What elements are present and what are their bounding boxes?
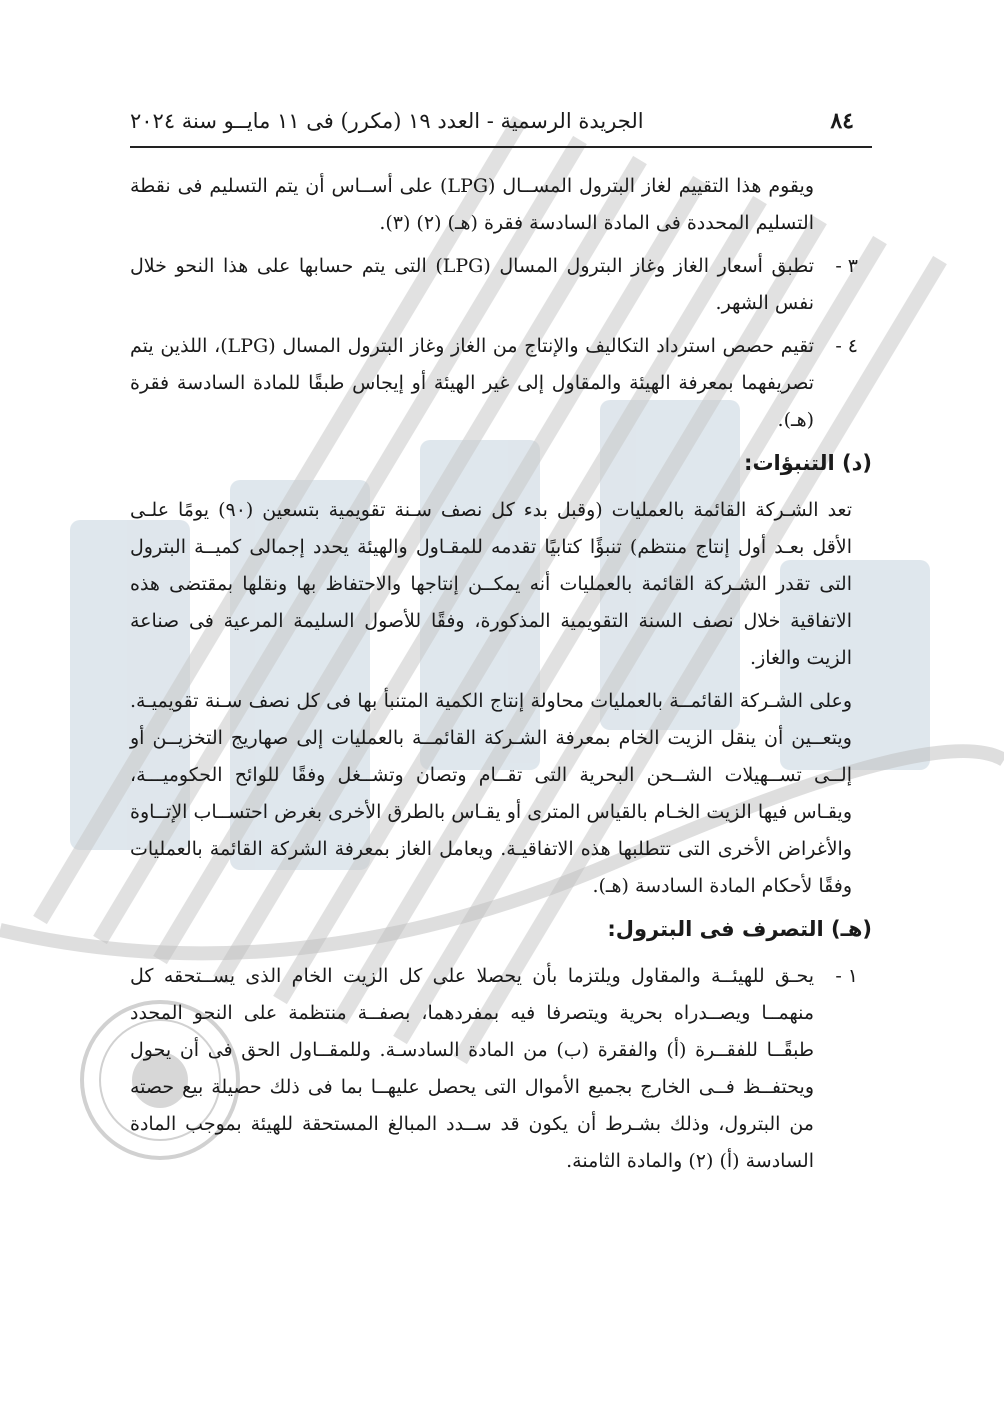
document-page: [130, 108, 872, 1186]
item-text: تقيم حصص استرداد التكاليف والإنتاج من الغاز وغاز البترول المسال (LPG)، اللذين يتم تصريفهما بمعرفة الهيئة والمقاول إلى غير الهيئة أو إيجاس طبقًا للمادة السادسة فقرة (هـ).: [130, 335, 814, 431]
body-paragraph: تعد الشـركة القائمة بالعمليات (وقبل بدء كل نصف سـنة تقويمية بتسعين (٩٠) يومًا علـى الأقل بعـد أول إنتاج منتظم) تنبؤًا كتابيًا تقدمه للمقـاول والهيئة يحدد إجمالى كميــة البترول التى تقدر الشـركة القائمة بالعمليات أنه يمكــن إنتاجها والاحتفاظ بها ونقلها بمقتضى هذه الاتفاقية خلال نصف السنة التقويمية المذكورة، وفقًا للأصول السليمة المرعية فى صناعة الزيت والغاز.: [130, 499, 852, 669]
page-content: [130, 148, 872, 1180]
item-number: ٣ -: [835, 255, 858, 277]
item-text: تطبق أسعار الغاز وغاز البترول المسال (LPG) التى يتم حسابها على هذا النحو خلال نفس الشهر.: [130, 255, 814, 314]
item-number: ٤ -: [835, 335, 858, 357]
page-number: ٨٤: [830, 108, 854, 134]
list-item: [130, 958, 872, 1180]
item-text: يحـق للهيئــة والمقاول ويلتزما بأن يحصلا على كل الزيت الخام الذى يســتحقه كل منهمــا ويصــدراه بحرية ويتصرفا فيه بمفردهما، بصفــة منتظمة على النحو المحدد طبقًــا للفقــرة (أ) والفقرة (ب) من المادة السادسـة. وللمقــاول الحق فى أن يحول ويحتفــظ فــى الخارج بجميع الأموال التى يحصل عليهــا بما فى ذلك حصيلة بيع حصته من البترول، وذلك بشـرط أن يكون قد ســدد المبالغ المستحقة للهيئة بموجب المادة السادسة (أ) (٢) والمادة الثامنة.: [130, 965, 814, 1172]
section-heading-forecasts: (د) التنبؤات:: [744, 451, 872, 475]
gazette-title: الجريدة الرسمية - العدد ١٩ (مكرر) فى ١١ مايــو سنة ٢٠٢٤: [130, 109, 644, 133]
item-number: ١ -: [835, 965, 858, 987]
section-heading-disposal: (هـ) التصرف فى البترول:: [607, 917, 872, 941]
page-header: [130, 108, 872, 148]
list-item: [130, 328, 872, 439]
body-paragraph: وعلى الشـركة القائمــة بالعمليات محاولة إنتاج الكمية المتنبأ بها فى كل نصف سـنة تقويميـة. ويتعــين أن ينقل الزيت الخام بمعرفة الشـركة القائمــة بالعمليات إلى صهاريج التخزيــن أو إلــى تســهيلات الشــحن البحرية التى تقــام وتصان وتشــغل وفقًا للوائح الحكوميـــة، ويقـاس فيها الزيت الخـام بالقياس المترى أو يقـاس بالطرق الأخرى بغرض احتســاب الإتــاوة والأغراض الأخرى التى تتطلبها هذه الاتفاقيـة. ويعامل الغاز بمعرفة الشركة القائمة بالعمليات وفقًا لأحكام المادة السادسة (هـ).: [130, 690, 852, 897]
list-item: [130, 248, 872, 322]
intro-paragraph: ويقوم هذا التقييم لغاز البترول المســال (LPG) على أســاس أن يتم التسليم فى نقطة التسليم المحددة فى المادة السادسة فقرة (هـ) (٢) (٣).: [130, 175, 814, 234]
